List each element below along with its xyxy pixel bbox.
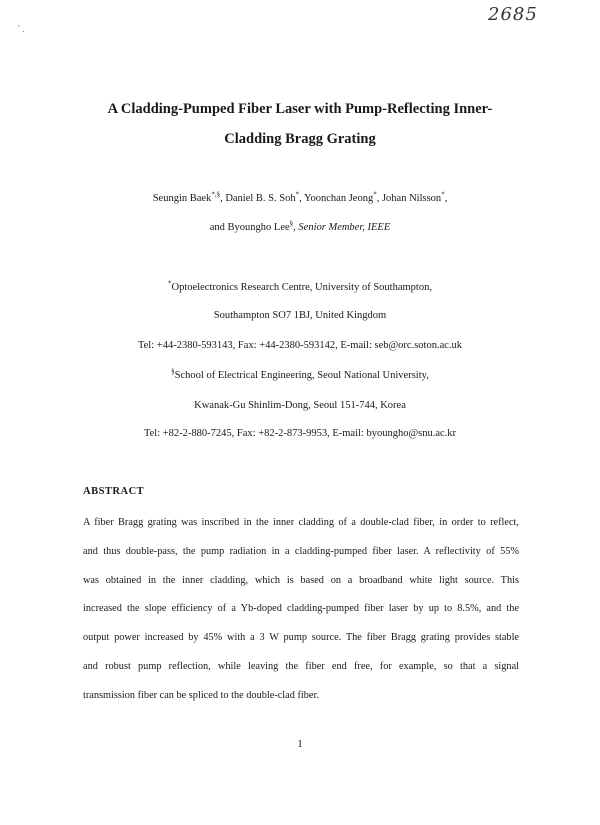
author-affil-sup: *: [441, 190, 445, 199]
author-affil-sup: §: [289, 219, 294, 228]
author-member-title: Senior Member, IEEE: [298, 222, 391, 233]
abstract-line: A fiber Bragg grating was inscribed in the inner cladding of a double-clad fiber, in order to reflect,: [83, 517, 519, 528]
author-affil-sup: *: [373, 190, 377, 199]
author-name: Byoungho Lee: [227, 222, 290, 233]
author-affil-sup: *,§: [211, 190, 221, 199]
abstract-heading: ABSTRACT: [83, 486, 145, 497]
author-name: Yoonchan Jeong: [303, 193, 374, 204]
affiliation-snu: [40, 367, 560, 381]
author-line-1: Seungin Baek*,§, Daniel B. S. Soh*, Yoonchan Jeong*, Johan Nilsson*,: [152, 190, 448, 204]
abstract-line: output power increased by 45% with a 3 W pump source. The fiber Bragg grating provides stable: [83, 632, 519, 643]
author-name: Johan Nilsson: [381, 193, 442, 204]
abstract-line: increased the slope efficiency of a Yb-doped cladding-pumped fiber laser by up to 8.5%, and the: [83, 603, 519, 614]
handwritten-page-mark: 2685: [488, 4, 538, 25]
affil-sup: *: [168, 279, 172, 288]
author-name: Seungin Baek: [152, 193, 212, 204]
affiliation-orc: [40, 279, 560, 293]
page-number: 1: [297, 738, 303, 750]
author-affil-sup: *: [295, 190, 300, 199]
abstract-line: and robust pump reflection, while leaving the fiber end free, for example, so that a signal: [83, 661, 519, 672]
author-line-2: and Byoungho Lee§, Senior Member, IEEE: [209, 219, 391, 233]
author-and: and: [209, 222, 225, 233]
affiliation-snu-address: Kwanak-Gu Shinlim-Dong, Seoul 151-744, Korea: [194, 400, 406, 411]
abstract-line: and thus double-pass, the pump radiation in a cladding-pumped fiber laser. A reflectivity of 55%: [83, 546, 519, 557]
affil-sup: §: [171, 367, 175, 376]
paper-title-line-2: Cladding Bragg Grating: [224, 131, 376, 147]
paper-title-line-1: A Cladding-Pumped Fiber Laser with Pump-Reflecting Inner-: [107, 101, 493, 117]
abstract-line: transmission fiber can be spliced to the double-clad fiber.: [83, 690, 319, 701]
abstract-line: was obtained in the inner cladding, which is based on a broadband white light source. This: [83, 575, 519, 586]
affiliation-orc-address: Southampton SO7 1BJ, United Kingdom: [213, 310, 387, 321]
author-name: Daniel B. S. Soh: [225, 193, 296, 204]
affiliation-snu-contact: Tel: +82-2-880-7245, Fax: +82-2-873-9953, E-mail: byoungho@snu.ac.kr: [143, 428, 457, 439]
scan-corner-mark: ' .: [18, 24, 25, 35]
affiliation-orc-contact: Tel: +44-2380-593143, Fax: +44-2380-593142, E-mail: seb@orc.soton.ac.uk: [137, 340, 463, 351]
affil-orc-name: Optoelectronics Research Centre, University of Southampton,: [171, 282, 432, 293]
affil-snu-name: School of Electrical Engineering, Seoul National University,: [174, 370, 429, 381]
